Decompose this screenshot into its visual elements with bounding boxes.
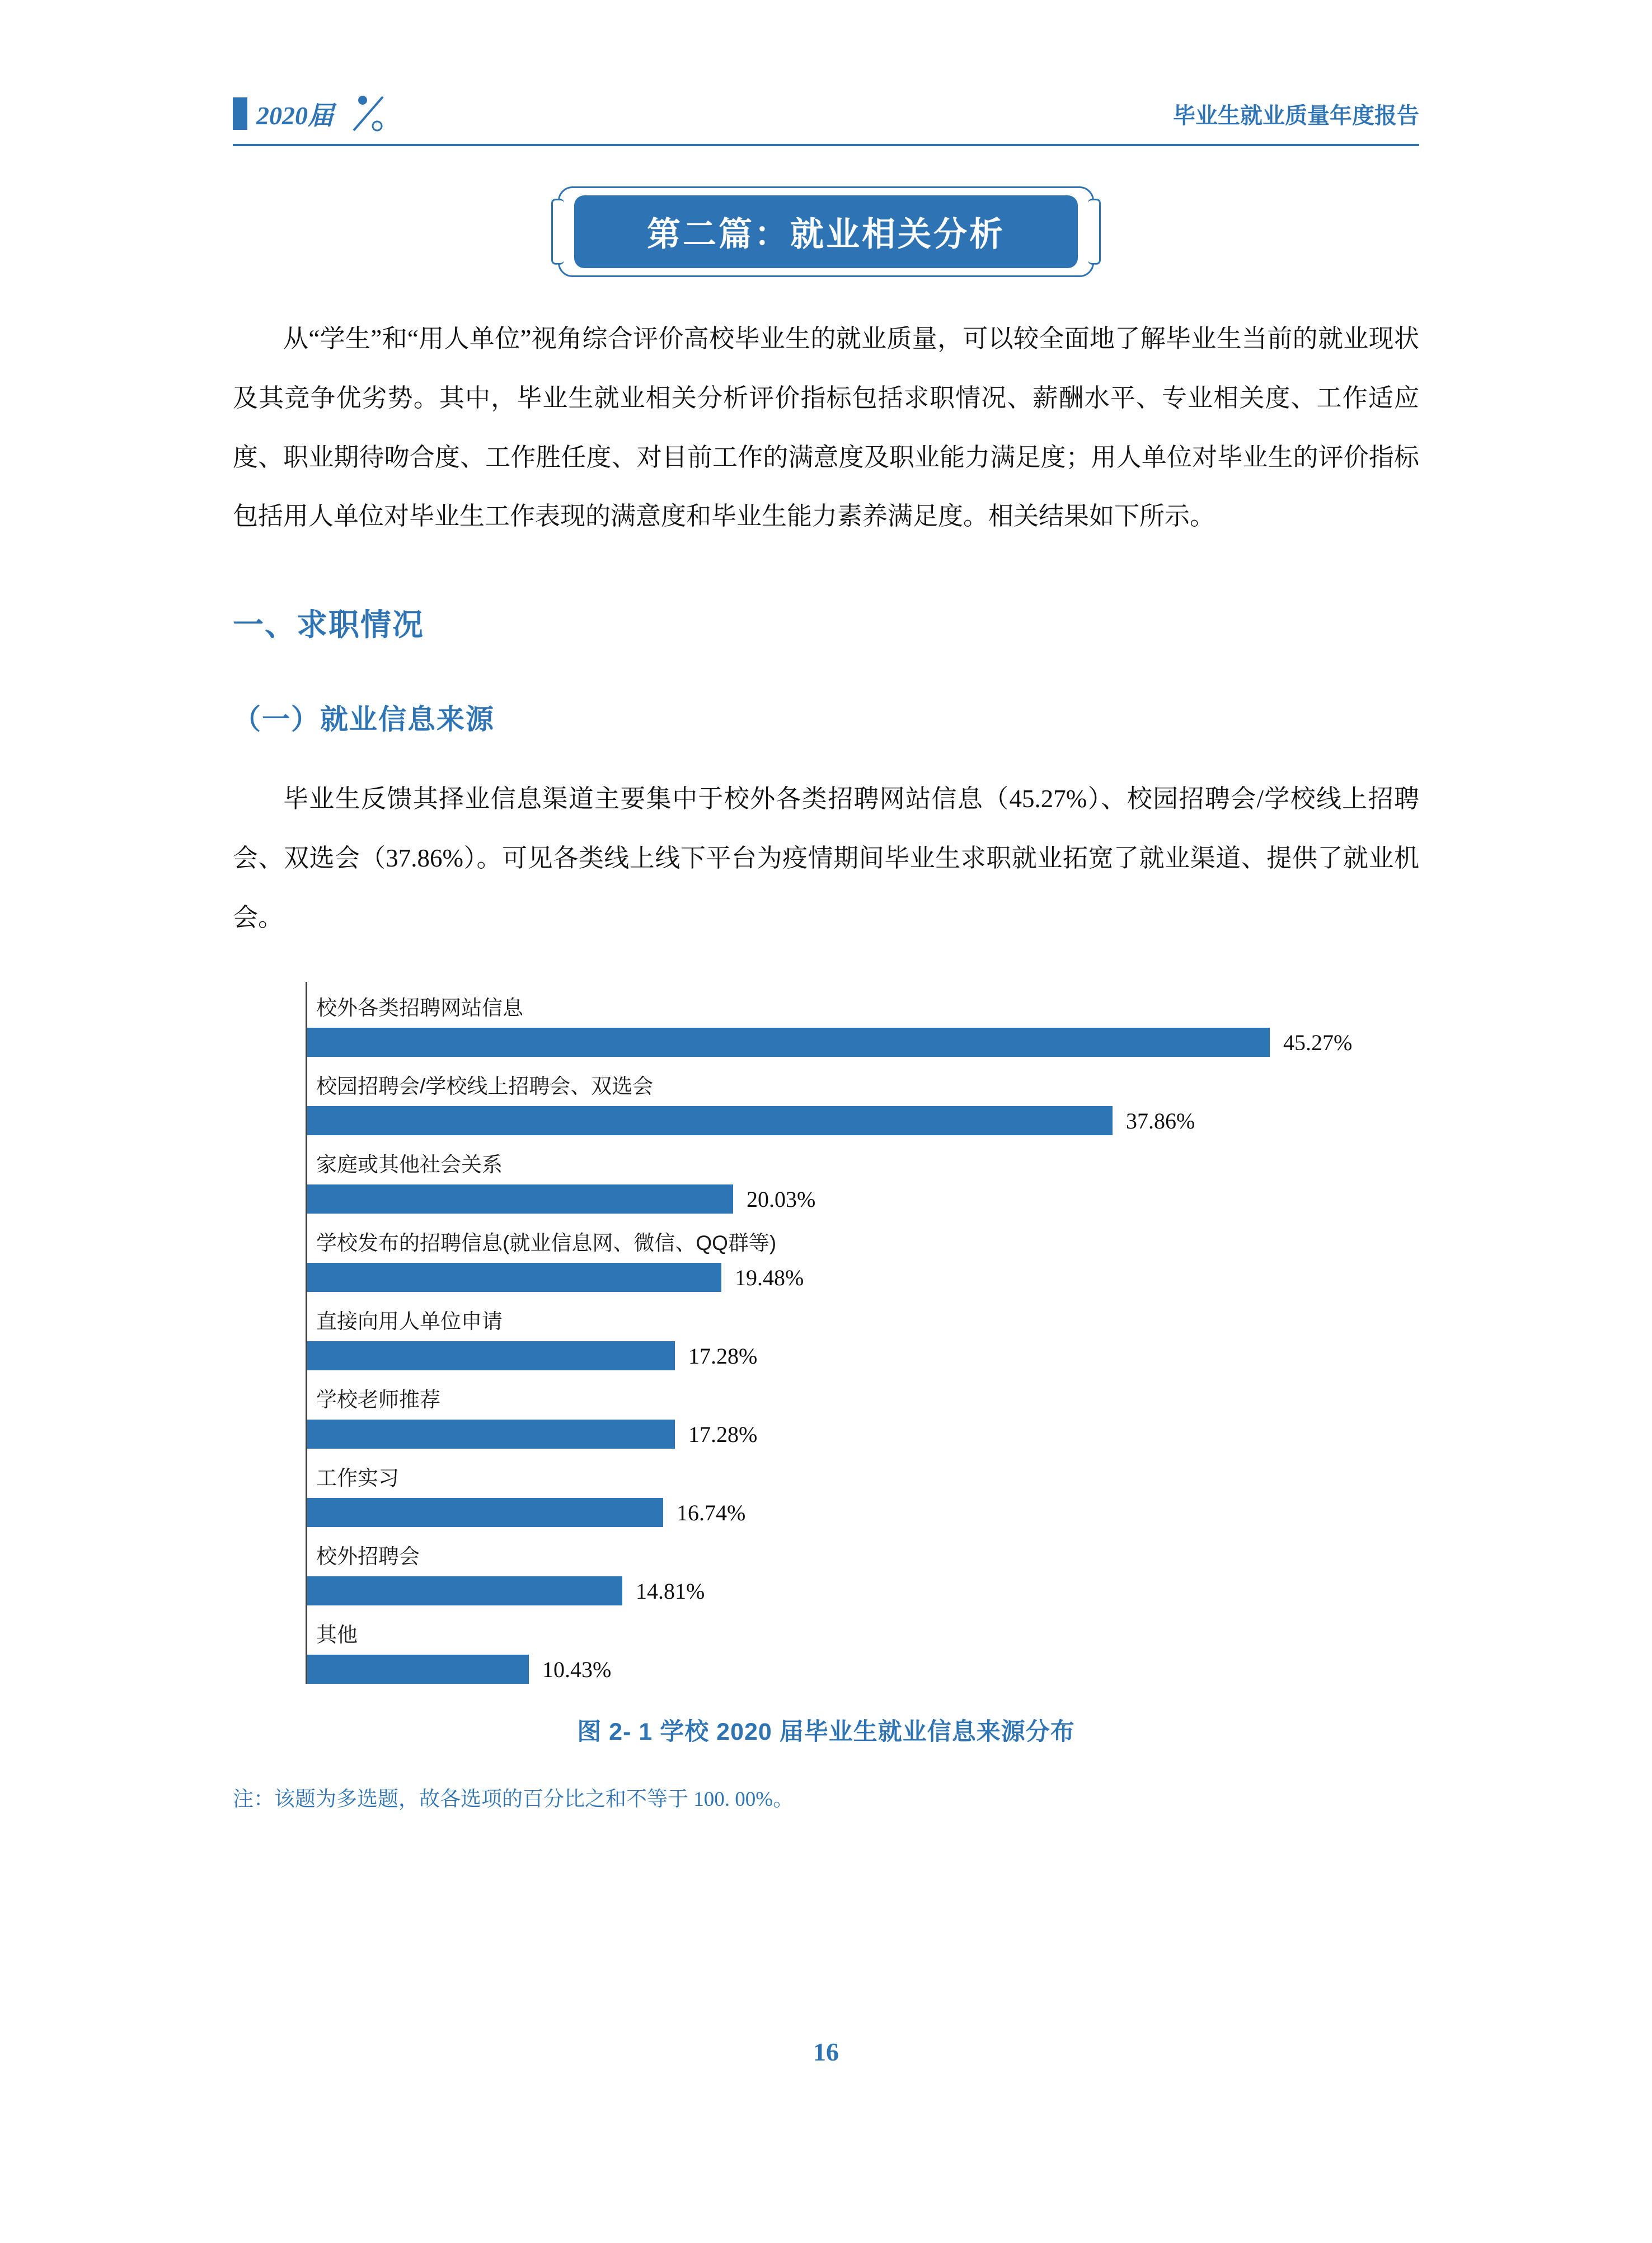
chart-category-label: 校外招聘会 — [316, 1545, 420, 1568]
chart-category-label: 学校发布的招聘信息(就业信息网、微信、QQ群等) — [316, 1231, 777, 1255]
bar-chart — [306, 982, 1419, 1684]
figure-caption: 图 2- 1 学校 2020 届毕业生就业信息来源分布 — [577, 1718, 1075, 1746]
chart-row — [307, 1065, 1419, 1135]
chart-category-label: 工作实习 — [316, 1467, 399, 1490]
header-left — [233, 92, 394, 135]
chart-bar-line — [307, 1263, 1419, 1292]
figure-note: 注：该题为多选题，故各选项的百分比之和不等于 100. 00%。 — [233, 1788, 794, 1811]
chart-value-label: 19.48% — [735, 1265, 804, 1290]
header-report-title: 毕业生就业质量年度报告 — [1173, 103, 1419, 128]
section-heading: 一、求职情况 — [233, 607, 425, 642]
chart-value-label: 17.28% — [688, 1421, 758, 1447]
chart-row — [307, 1457, 1419, 1527]
chart-bar-line — [307, 1106, 1419, 1135]
chart-bar-line — [307, 1576, 1419, 1605]
header-slash-icon — [346, 92, 394, 135]
chart-bar-line — [307, 1184, 1419, 1214]
page-header — [233, 92, 1419, 146]
banner-title: 第二篇：就业相关分析 — [574, 195, 1078, 268]
chart-bar — [307, 1028, 1270, 1057]
chart-value-label: 14.81% — [636, 1578, 705, 1604]
page-number: 16 — [813, 2038, 839, 2066]
chart-category-label: 学校老师推荐 — [316, 1388, 440, 1412]
chart-bar — [307, 1106, 1113, 1135]
chart-bar-line — [307, 1028, 1419, 1057]
header-accent-block — [233, 97, 247, 130]
intro-paragraph: 从“学生”和“用人单位”视角综合评价高校毕业生的就业质量，可以较全面地了解毕业生当前的就业现状及其竞争优劣势。其中，毕业生就业相关分析评价指标包括求职情况、薪酬水平、专业相关度、工作适应度、职业期待吻合度、工作胜任度、对目前工作的满意度及职业能力满足度；用人单位对毕业生的评价指标包括用人单位对毕业生工作表现的满意度和毕业生能力素养满足度。相关结果如下所示。 — [233, 325, 1419, 531]
chart-value-label: 10.43% — [542, 1656, 612, 1682]
chart-bar-line — [307, 1655, 1419, 1684]
chart-category-label: 直接向用人单位申请 — [316, 1310, 503, 1333]
chart-category-label: 校外各类招聘网站信息 — [316, 996, 523, 1020]
subsection-heading: （一）就业信息来源 — [233, 704, 495, 735]
chart-row — [307, 1221, 1419, 1292]
chart-bar-line — [307, 1341, 1419, 1370]
chart-bar — [307, 1655, 529, 1684]
chart-bar-line — [307, 1420, 1419, 1449]
chart-row — [307, 1143, 1419, 1214]
chart-value-label: 45.27% — [1283, 1029, 1353, 1055]
chart-value-label: 37.86% — [1126, 1108, 1195, 1134]
chart-bar — [307, 1498, 663, 1527]
chart-bar — [307, 1341, 675, 1370]
source-paragraph: 毕业生反馈其择业信息渠道主要集中于校外各类招聘网站信息（45.27%）、校园招聘会/学校线上招聘会、双选会（37.86%）。可见各类线上线下平台为疫情期间毕业生求职就业拓宽了就业渠道、提供了就业机会。 — [233, 785, 1419, 931]
chart-row — [307, 1300, 1419, 1370]
banner-frame — [558, 186, 1094, 277]
chart-category-label: 其他 — [316, 1623, 358, 1647]
chart-value-label: 20.03% — [747, 1186, 816, 1212]
chart-bar — [307, 1420, 675, 1449]
chart-bar — [307, 1184, 733, 1214]
chart-category-label: 家庭或其他社会关系 — [316, 1153, 503, 1177]
chart-value-label: 17.28% — [688, 1343, 758, 1369]
chart-category-label: 校园招聘会/学校线上招聘会、双选会 — [316, 1075, 654, 1098]
chart-bar-line — [307, 1498, 1419, 1527]
section-banner — [233, 186, 1419, 277]
chart-bar — [307, 1263, 721, 1292]
chart-bar — [307, 1576, 622, 1605]
chart-row — [307, 1613, 1419, 1684]
chart-row — [307, 1378, 1419, 1449]
chart-value-label: 16.74% — [677, 1500, 746, 1525]
chart-row — [307, 1535, 1419, 1605]
header-year-label: 2020届 — [256, 101, 334, 130]
chart-row — [307, 986, 1419, 1057]
